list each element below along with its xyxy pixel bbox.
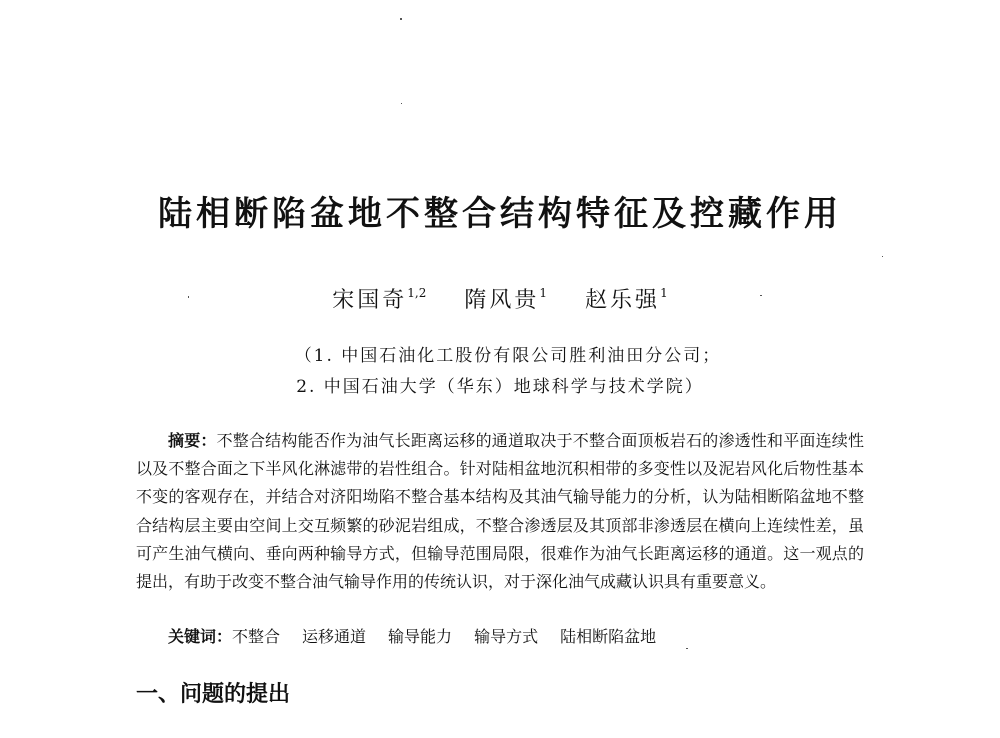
scan-speck: [882, 256, 883, 257]
abstract: [136, 427, 864, 596]
scan-speck: [686, 648, 688, 649]
scan-speck: [401, 103, 402, 104]
keyword: 不整合: [232, 627, 281, 646]
abstract-label: 摘要：: [168, 431, 217, 450]
abstract-text: 不整合结构能否作为油气长距离运移的通道取决于不整合面顶板岩石的渗透性和平面连续性以及不整合面之下半风化淋滤带的岩性组合。针对陆相盆地沉积相带的多变性以及泥岩风化后物性基本不变的客观存在，并结合对济阳坳陷不整合基本结构及其油气输导能力的分析，认为陆相断陷盆地不整合结构层主要由空间上交互频繁的砂泥岩组成，不整合渗透层及其顶部非渗透层在横向上连续性差，虽可产生油气横向、垂向两种输导方式，但输导范围局限，很难作为油气长距离运移的通道。这一观点的提出，有助于改变不整合油气输导作用的传统认识，对于深化油气成藏认识具有重要意义。: [136, 431, 864, 592]
author-name: 宋国奇: [332, 288, 408, 313]
author: [464, 283, 547, 314]
author-affiliation-mark: 1,2: [407, 286, 427, 300]
section-heading: 一、问题的提出: [136, 682, 291, 707]
author: [585, 283, 668, 314]
affiliation-line: 2. 中国石油大学（华东）地球科学与技术学院）: [296, 377, 704, 397]
keyword: 运移通道: [302, 627, 367, 646]
keywords: [136, 624, 864, 647]
affiliation-line: （1. 中国石油化工股份有限公司胜利油田分公司；: [294, 346, 722, 366]
scan-speck: [400, 18, 402, 20]
author-list: [0, 283, 1000, 314]
keywords-label: 关键词：: [168, 627, 233, 646]
author: [332, 283, 426, 314]
author-name: 隋风贵: [464, 288, 540, 313]
author-name: 赵乐强: [585, 288, 661, 313]
keyword: 陆相断陷盆地: [560, 627, 657, 646]
keyword: 输导能力: [388, 627, 453, 646]
author-affiliation-mark: 1: [539, 286, 548, 300]
paper-title: 陆相断陷盆地不整合结构特征及控藏作用: [158, 194, 842, 234]
keyword: 输导方式: [474, 627, 539, 646]
author-affiliation-mark: 1: [660, 286, 668, 300]
